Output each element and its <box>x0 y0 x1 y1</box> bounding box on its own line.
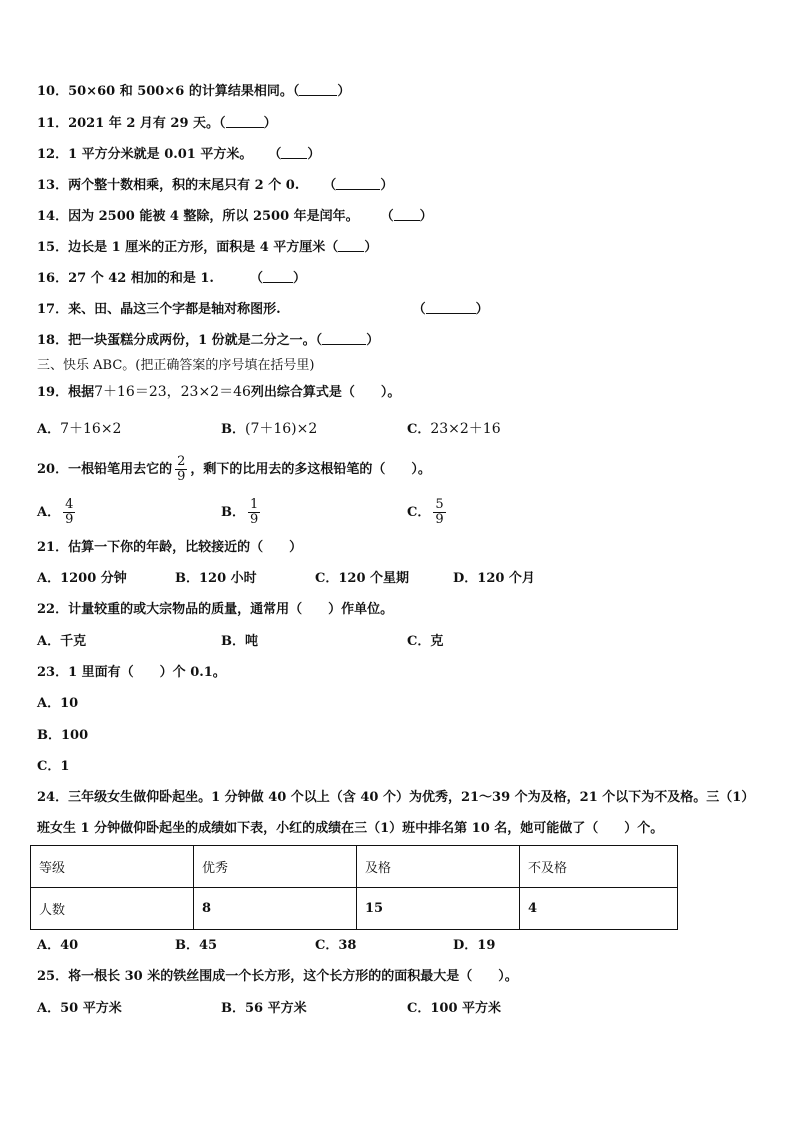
option-b[interactable]: B．100 <box>37 728 89 743</box>
table-row <box>31 846 678 888</box>
option-b[interactable]: B． $\frac{1}{9}$ <box>221 497 259 527</box>
answer-blank[interactable] <box>336 176 380 190</box>
option-b[interactable]: B．120 小时 <box>175 571 257 586</box>
option-d[interactable]: D．120 个月 <box>453 571 535 586</box>
question-text: 18．把一块蛋糕分成两份，1 份就是二分之一。 <box>37 333 316 348</box>
table-cell: 等级 <box>31 846 194 888</box>
table-cell: 15 <box>357 888 520 930</box>
question-text: 17．来、田、晶这三个字都是轴对称图形. <box>37 302 281 317</box>
option-d[interactable]: D．19 <box>453 938 496 953</box>
option-a[interactable]: A．50 平方米 <box>37 1001 122 1016</box>
question-11: 11．2021 年 2 月有 29 天。（ ） <box>37 116 277 131</box>
option-a[interactable]: A．7＋16×2 <box>37 421 122 437</box>
question-10: 10．50×60 和 500×6 的计算结果相同。（ ） <box>37 84 351 99</box>
option-c[interactable]: C．38 <box>315 938 357 953</box>
option-c[interactable]: C．克 <box>407 634 444 649</box>
section-heading: 三、快乐 ABC。(把正确答案的序号填在括号里) <box>37 358 315 373</box>
option-a[interactable]: A． $\frac{4}{9}$ <box>37 497 74 527</box>
table-cell: 优秀 <box>194 846 357 888</box>
option-c[interactable]: C． $\frac{5}{9}$ <box>407 497 444 527</box>
table-cell: 不及格 <box>520 846 678 888</box>
question-text: 11．2021 年 2 月有 29 天。 <box>37 116 220 131</box>
option-b[interactable]: B．45 <box>175 938 218 953</box>
question-text: 12．1 平方分米就是 0.01 平方米。 <box>37 147 253 162</box>
question-13: 13．两个整十数相乘，积的末尾只有 2 个 0. （ ） <box>37 178 394 193</box>
question-22: 22．计量较重的或大宗物品的质量，通常用（ ）作单位。 <box>37 602 394 617</box>
question-21: 21．估算一下你的年龄，比较接近的（ ） <box>37 540 303 555</box>
table-cell: 8 <box>194 888 357 930</box>
answer-blank[interactable] <box>281 145 307 159</box>
question-18: 18．把一块蛋糕分成两份，1 份就是二分之一。（ ） <box>37 333 380 348</box>
question-16: 16．27 个 42 相加的和是 1. （ ） <box>37 271 306 286</box>
question-19: 19．根据7＋16＝23，23×2＝46列出综合算式是（ ）。 <box>37 384 401 400</box>
option-c[interactable]: C．23×2＋16 <box>407 421 501 437</box>
option-a[interactable]: A．千克 <box>37 634 87 649</box>
answer-blank[interactable] <box>338 238 364 252</box>
answer-blank[interactable] <box>263 269 293 283</box>
equation: 7＋16＝23，23×2＝46 <box>94 384 251 400</box>
question-text: 10．50×60 和 500×6 的计算结果相同。 <box>37 84 293 99</box>
option-c[interactable]: C．120 个星期 <box>315 571 410 586</box>
table-cell: 人数 <box>31 888 194 930</box>
option-a[interactable]: A．40 <box>37 938 79 953</box>
option-c[interactable]: C．1 <box>37 759 70 774</box>
question-text: 15．边长是 1 厘米的正方形，面积是 4 平方厘米 <box>37 240 326 255</box>
option-a[interactable]: A．10 <box>37 696 79 711</box>
answer-blank[interactable] <box>322 331 366 345</box>
option-b[interactable]: B．(7＋16)×2 <box>221 421 318 437</box>
question-25: 25．将一根长 30 米的铁丝围成一个长方形，这个长方形的的面积最大是（ ）。 <box>37 969 518 984</box>
option-a[interactable]: A．1200 分钟 <box>37 571 127 586</box>
table-row <box>31 888 678 930</box>
grades-table <box>30 845 678 930</box>
question-text: 13．两个整十数相乘，积的末尾只有 2 个 0. <box>37 178 300 193</box>
question-text: 16．27 个 42 相加的和是 1. <box>37 271 214 286</box>
answer-blank[interactable] <box>394 207 420 221</box>
question-15: 15．边长是 1 厘米的正方形，面积是 4 平方厘米（ ） <box>37 240 378 255</box>
question-14: 14．因为 2500 能被 4 整除，所以 2500 年是闰年。 （ ） <box>37 209 433 224</box>
table-cell: 4 <box>520 888 678 930</box>
question-23: 23．1 里面有（ ）个 0.1。 <box>37 665 226 680</box>
question-24-line2: 班女生 1 分钟做仰卧起坐的成绩如下表，小红的成绩在三（1）班中排名第 10 名，她可能做了（ ）个。 <box>37 821 664 836</box>
question-24-line1: 24．三年级女生做仰卧起坐。1 分钟做 40 个以上（含 40 个）为优秀，21～39 个为及格，21 个以下为不及格。三（1） <box>37 790 755 805</box>
answer-blank[interactable] <box>426 300 476 314</box>
option-b[interactable]: B．吨 <box>221 634 258 649</box>
option-b[interactable]: B．56 平方米 <box>221 1001 307 1016</box>
question-12: 12．1 平方分米就是 0.01 平方米。 （ ） <box>37 147 321 162</box>
question-17: 17．来、田、晶这三个字都是轴对称图形. （ ） <box>37 302 489 317</box>
option-c[interactable]: C．100 平方米 <box>407 1001 502 1016</box>
answer-blank[interactable] <box>299 82 337 96</box>
question-text: 14．因为 2500 能被 4 整除，所以 2500 年是闰年。 <box>37 209 359 224</box>
answer-blank[interactable] <box>226 114 264 128</box>
question-20: 20．一根铅笔用去它的 $\frac{2}{9}$ ，剩下的比用去的多这根铅笔的（ ）。 <box>37 454 431 484</box>
table-cell: 及格 <box>357 846 520 888</box>
fraction: $\frac{2}{9}$ <box>177 454 186 484</box>
